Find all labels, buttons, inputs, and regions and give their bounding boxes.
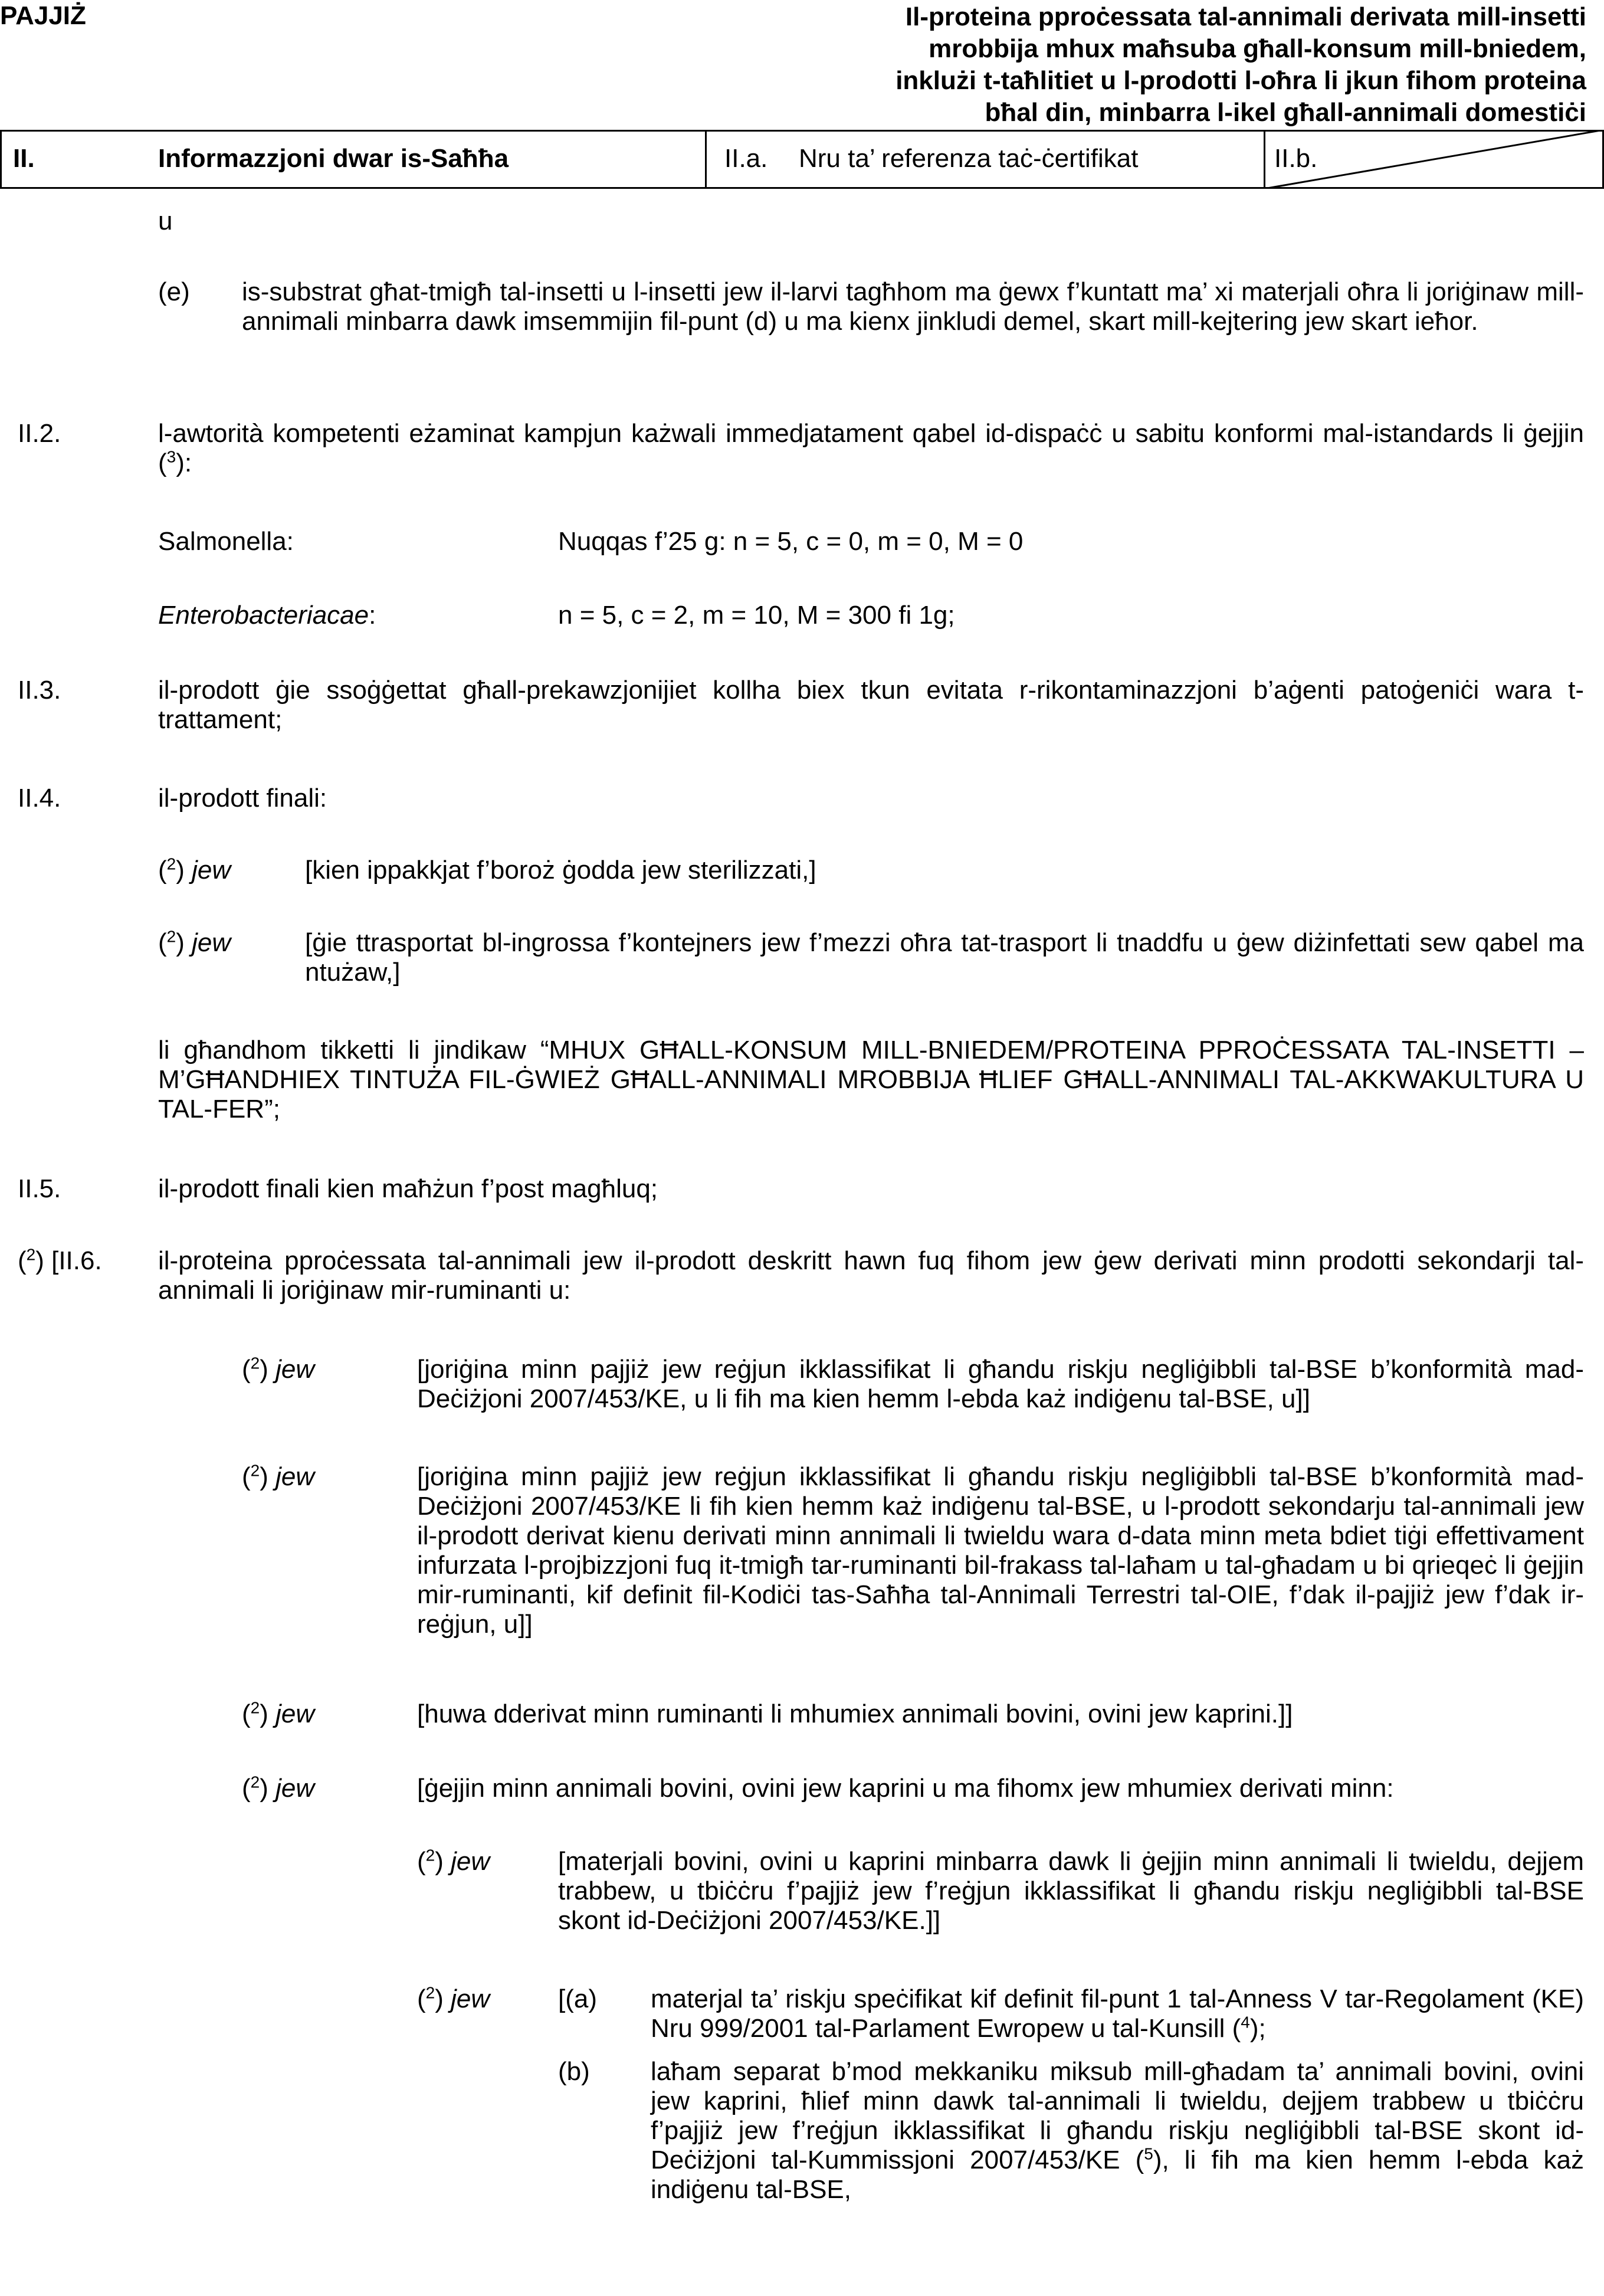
footnote-ref: 5 xyxy=(1144,2144,1153,2163)
section-ii6-option: [joriġina minn pajjiż jew reġjun ikklassifikat li għandu riskju negliġibbli tal-BSE b’konformità mad-Deċiżjoni 2007/453/KE, u li fih ma kien hemm l-ebda każ indiġenu tal-BSE, u]] xyxy=(417,1355,1584,1413)
section-ii6-option: [joriġina minn pajjiż jew reġjun ikklassifikat li għandu riskju negliġibbli tal-BSE b’konformità mad-Deċiżjoni 2007/453/KE li fih kien hemm każ indiġenu tal-BSE, u l-prodott sekondarju tal-annimali jew il-prodott derivat kienu derivati minn annimali li twieldu wara d-data minn meta bdiet tiġi effettivament infurzata l-projbizzjoni fuq it-tmigħ tar-ruminanti bil-frakass tal-laħam u tal-għadam u bi qrieqeċ li ġejjin mir-ruminanti, kif definit fil-Kodiċi tas-Saħħa tal-Annimali Terrestri tal-OIE, f’dak il-pajjiż jew f’dak ir-reġjun, u]] xyxy=(417,1462,1584,1639)
section-ii3-text: il-prodott ġie ssoġġettat għall-prekawzjonijiet kollha biex tkun evitata r-rikontaminazzjoni b’aġenti patoġeniċi wara t-trattament; xyxy=(158,676,1584,734)
section-title: Informazzjoni dwar is-Saħħa xyxy=(158,144,509,173)
section-ii3-number: II.3. xyxy=(18,676,61,705)
section-ii2-number: II.2. xyxy=(18,419,61,448)
country-label: PAJJIŻ xyxy=(0,1,86,30)
reference-b-label: II.b. xyxy=(1274,144,1318,173)
salmonella-label: Salmonella: xyxy=(158,527,294,556)
reference-label: II.a. xyxy=(724,144,768,173)
item-e-label: (e) xyxy=(158,277,190,306)
section-ii4-number: II.4. xyxy=(18,784,61,813)
section-ii4-option: [ġie ttrasportat bl-ingrossa f’kontejners jew f’mezzi oħra tat-trasport li tnaddfu u ġew diżinfettati sew qabel ma ntużaw,] xyxy=(305,928,1584,987)
alternative-marker: ($^2$) jew xyxy=(158,927,231,957)
section-ii4-text: il-prodott finali: xyxy=(158,784,327,813)
section-ii6-option: [ġejjin minn annimali bovini, ovini jew kaprini u ma fihomx jew mhumiex derivati minn: xyxy=(417,1774,1394,1803)
enterobacteriaceae-value: n = 5, c = 2, m = 10, M = 300 fi 1g; xyxy=(558,601,955,630)
alternative-marker: ($^2$) jew xyxy=(158,854,231,885)
section-ii5-text: il-prodott finali kien maħżun f’post magħluq; xyxy=(158,1174,658,1203)
sub-item-a-label: [(a) xyxy=(558,1984,597,2013)
section-ii4-option: [kien ippakkjat f’boroż ġodda jew sterilizzati,] xyxy=(305,856,816,885)
lead-conjunction: u xyxy=(158,207,173,235)
certificate-title-line: Il-proteina pproċessata tal-annimali derivata mill-insetti xyxy=(905,2,1586,31)
certificate-title-line: inklużi t-taħlitiet u l-prodotti l-oħra li jkun fihom proteina xyxy=(896,66,1586,95)
enterobacteriaceae-label: Enterobacteriacae: xyxy=(158,601,376,630)
certificate-title-line: mrobbija mhux maħsuba għall-konsum mill-bniedem, xyxy=(929,34,1586,63)
alternative-marker: ($^2$) jew xyxy=(242,1461,315,1491)
alternative-marker: ($^2$) jew xyxy=(242,1354,315,1384)
section-ii5-number: II.5. xyxy=(18,1174,61,1203)
section-ii6-text: il-proteina pproċessata tal-annimali jew il-prodott deskritt hawn fuq fihom jew ġew derivati minn prodotti sekondarji tal-annimali li joriġinaw mir-ruminanti u: xyxy=(158,1246,1584,1305)
section-ii6-sub-option: [materjali bovini, ovini u kaprini minbarra dawk li ġejjin minn annimali li twieldu, dejjem trabbew, u tbiċċru f’pajjiż jew f’reġjun ikklassifikat li għandu riskju negliġibbli tal-BSE skont id-Deċiżjoni 2007/453/KE.]] xyxy=(558,1847,1584,1935)
reference-title: Nru ta’ referenza taċ-ċertifikat xyxy=(799,144,1139,173)
alternative-marker: ($^2$) jew xyxy=(417,1983,490,2013)
sub-item-b-label: (b) xyxy=(558,2057,590,2086)
divider xyxy=(705,130,707,189)
salmonella-value: Nuqqas f’25 g: n = 5, c = 0, m = 0, M = 0 xyxy=(558,527,1024,556)
footnote-ref: 3 xyxy=(166,447,176,466)
section-ii6-option: [huwa dderivat minn ruminanti li mhumiex annimali bovini, ovini jew kaprini.]] xyxy=(417,1699,1293,1728)
alternative-marker: ($^2$) jew xyxy=(242,1773,315,1803)
alternative-marker: ($^2$) jew xyxy=(417,1846,490,1876)
alternative-marker: ($^2$) jew xyxy=(242,1698,315,1728)
footnote-ref: 4 xyxy=(1241,2013,1250,2032)
item-e-text: is-substrat għat-tmigħ tal-insetti u l-insetti jew il-larvi tagħhom ma ġewx f’kuntatt ma’ xi materjali oħra li joriġinaw mill-annimali minbarra dawk imsemmijin fil-punt (d) u ma kienx jinkludi demel, skart mill-kejtering jew skart ieħor. xyxy=(242,277,1584,336)
sub-item-b-text: laħam separat b’mod mekkaniku miksub mill-għadam ta’ annimali bovini, ovini jew kaprini, ħlief minn dawk tal-annimali li twieldu, dejjem trabbew u tbiċċru f’pajjiż jew f’reġjun ikklassifikat li għandu riskju negliġibbli tal-BSE skont id-Deċiżjoni tal-Kummissjoni 2007/453/KE ($^5$), li fih ma kien hemm l-ebda każ indiġenu tal-BSE, xyxy=(651,2057,1584,2204)
certificate-title xyxy=(819,1,1586,129)
section-ii2-text: l-awtorità kompetenti eżaminat kampjun każwali immedjatament qabel id-dispaċċ u sabitu konformi mal-istandards li ġejjin ($^3$): xyxy=(158,419,1584,477)
section-ii6-number: ($^2$) [II.6. xyxy=(18,1245,102,1275)
section-number: II. xyxy=(13,144,35,173)
sub-item-a-text: materjal ta’ riskju speċifikat kif definit fil-punt 1 tal-Anness V tar-Regolament (KE) Nru 999/2001 tal-Parlament Ewropew u tal-Kunsill ($^4$); xyxy=(651,1984,1584,2043)
certificate-title-line: bħal din, minbarra l-ikel għall-annimali domestiċi xyxy=(985,98,1586,127)
section-ii4-labelling: li għandhom tikketti li jindikaw “MHUX GĦALL-KONSUM MILL-BNIEDEM/PROTEINA PPROĊESSATA TAL-INSETTI – M’GĦANDHIEX TINTUŻA FIL-ĠWIEŻ GĦALL-ANNIMALI MROBBIJA ĦLIEF GĦALL-ANNIMALI TAL-AKKWAKULTURA U TAL-FER”; xyxy=(158,1036,1584,1124)
